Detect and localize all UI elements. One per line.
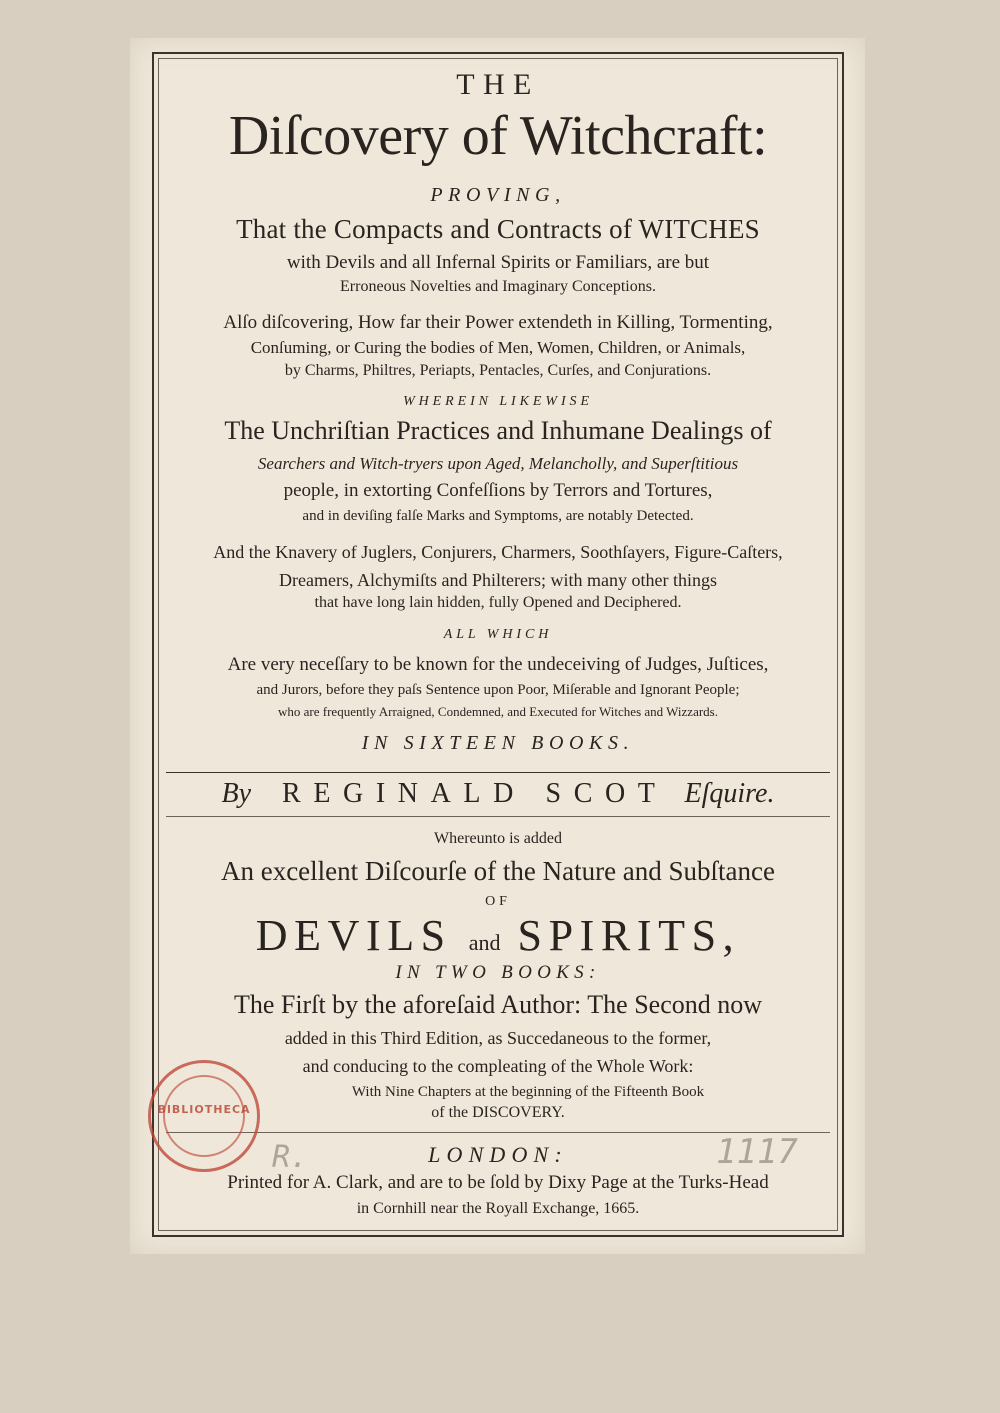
- by-prefix: By: [221, 778, 252, 809]
- imprint-london: LONDON:: [428, 1142, 568, 1167]
- esquire: Eſquire.: [684, 778, 775, 809]
- stamp-text: BIBLIOTHECA: [157, 1103, 251, 1116]
- imprint-line: Printed for A. Clark, and are to be ſold by Dixy Page at the Turks-Head: [227, 1172, 769, 1193]
- text-line: And the Knavery of Juglers, Conjurers, Charmers, Soothſayers, Figure-Caſters,: [213, 542, 783, 562]
- text-line: Erroneous Novelties and Imaginary Conceptions.: [340, 278, 656, 295]
- text-line: With Nine Chapters at the beginning of the Fifteenth Book: [351, 1084, 705, 1100]
- text-line: That the Compacts and Contracts of WITCHES: [236, 214, 760, 244]
- divider: [166, 816, 830, 817]
- divider: [166, 772, 830, 773]
- imprint-line: in Cornhill near the Royall Exchange, 1665.: [356, 1200, 640, 1217]
- text-line: who are frequently Arraigned, Condemned, and Executed for Witches and Wizzards.: [278, 704, 718, 719]
- devils-and-spirits: [160, 910, 836, 961]
- text-line: by Charms, Philtres, Periapts, Pentacles, Curſes, and Conjurations.: [284, 362, 712, 379]
- text-line: The Firſt by the aforeſaid Author: The Second now: [233, 990, 763, 1019]
- and-word: and: [468, 930, 501, 955]
- title-the: THE: [456, 68, 540, 101]
- text-line: Whereunto is added: [434, 830, 562, 847]
- proving-heading: PROVING,: [430, 184, 566, 206]
- text-line: with Devils and all Infernal Spirits or Familiars, are but: [286, 252, 710, 273]
- text-line: Searchers and Witch-tryers upon Aged, Melancholly, and Superſtitious: [257, 454, 739, 473]
- text-line: Conſuming, or Curing the bodies of Men, Women, Children, or Animals,: [250, 338, 746, 357]
- text-line: and in deviſing falſe Marks and Symptoms, are notably Detected.: [302, 508, 694, 524]
- text-line: Are very neceſſary to be known for the undeceiving of Judges, Juſtices,: [227, 654, 769, 675]
- devils-word: DEVILS: [255, 911, 452, 960]
- main-title: Diſcovery of Witchcraft:: [228, 105, 768, 167]
- author-name: REGINALD SCOT: [282, 778, 668, 809]
- shelfmark-left: R.: [272, 1140, 309, 1175]
- text-line: An excellent Diſcourſe of the Nature and Subſtance: [220, 856, 776, 886]
- text-line: Alſo diſcovering, How far their Power extendeth in Killing, Tormenting,: [223, 312, 773, 333]
- text-line: added in this Third Edition, as Succedaneous to the former,: [284, 1028, 712, 1048]
- text-line: and Jurors, before they paſs Sentence upon Poor, Miſerable and Ignorant People;: [256, 682, 740, 698]
- text-line: Dreamers, Alchymiſts and Philterers; with many other things: [279, 570, 717, 590]
- text-line: of the DISCOVERY.: [431, 1104, 565, 1121]
- of-word: OF: [485, 894, 511, 909]
- text-line: people, in extorting Confeſſions by Terrors and Tortures,: [283, 480, 713, 501]
- author-line: [160, 778, 836, 810]
- spirits-word: SPIRITS,: [517, 911, 741, 960]
- text-line: that have long lain hidden, fully Opened and Deciphered.: [314, 594, 682, 611]
- text-line: and conducing to the compleating of the Whole Work:: [302, 1056, 694, 1076]
- library-stamp: [148, 1060, 260, 1172]
- two-books: IN TWO BOOKS:: [395, 962, 601, 983]
- title-page: [160, 60, 836, 1230]
- sixteen-books: IN SIXTEEN BOOKS.: [361, 732, 635, 754]
- wherein-heading: WHEREIN LIKEWISE: [403, 394, 593, 409]
- text-line: The Unchriſtian Practices and Inhumane Dealings of: [224, 416, 772, 445]
- shelfmark-right: 1117: [716, 1132, 798, 1172]
- all-which-heading: ALL WHICH: [443, 627, 553, 642]
